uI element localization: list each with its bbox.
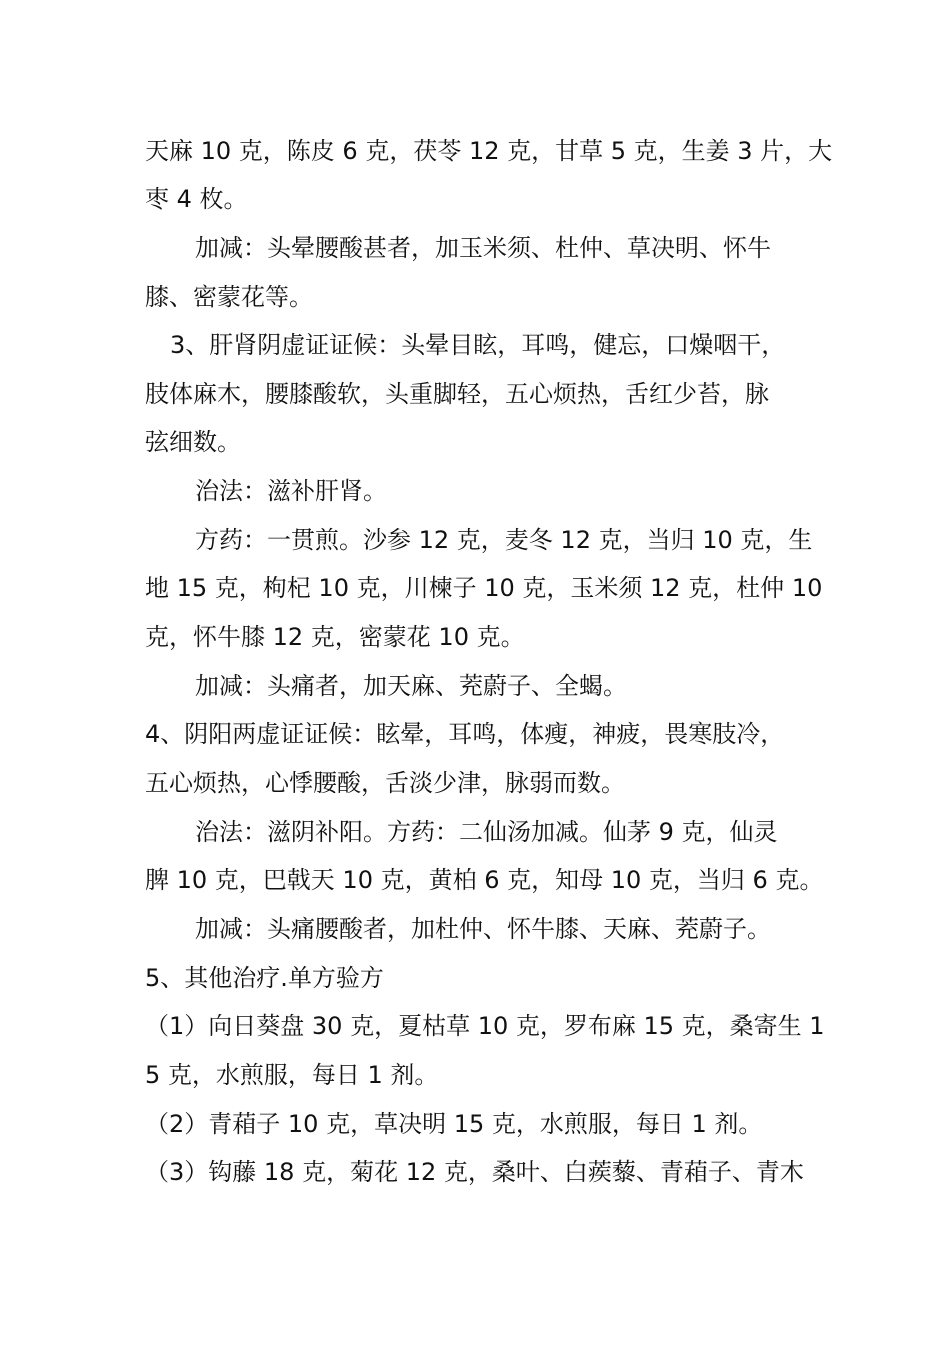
list-item: （1）向日葵盘 30 克，夏枯草 10 克，罗布麻 15 克，桑寄生 1 — [145, 1012, 825, 1040]
text-line: 脾 10 克，巴戟天 10 克，黄柏 6 克，知母 10 克，当归 6 克。 — [145, 866, 824, 894]
text-line: 加减：头痛者，加天麻、茺蔚子、全蝎。 — [195, 672, 627, 700]
section-heading-4: 4、阴阳两虚证证候：眩晕，耳鸣，体瘦，神疲，畏寒肢冷， — [145, 720, 785, 748]
text-line: 肢体麻木，腰膝酸软，头重脚轻，五心烦热，舌红少苔，脉 — [145, 380, 769, 408]
section-heading-5: 5、其他治疗.单方验方 — [145, 964, 384, 992]
text-line: 弦细数。 — [145, 428, 241, 456]
section-heading-3: 3、肝肾阴虚证证候：头晕目眩，耳鸣，健忘，口燥咽干， — [170, 331, 786, 359]
list-item: （2）青葙子 10 克，草决明 15 克，水煎服，每日 1 剂。 — [145, 1110, 763, 1138]
text-line: 枣 4 枚。 — [145, 185, 248, 213]
text-line: 天麻 10 克，陈皮 6 克，茯苓 12 克，甘草 5 克，生姜 3 片，大 — [145, 137, 833, 165]
text-line: 治法：滋阴补阳。方药：二仙汤加减。仙茅 9 克，仙灵 — [195, 818, 778, 846]
text-line: 5 克，水煎服，每日 1 剂。 — [145, 1061, 439, 1089]
text-line: 五心烦热，心悸腰酸，舌淡少津，脉弱而数。 — [145, 769, 625, 797]
text-line: 方药：一贯煎。沙参 12 克，麦冬 12 克，当归 10 克，生 — [195, 526, 813, 554]
text-line: 加减：头痛腰酸者，加杜仲、怀牛膝、天麻、茺蔚子。 — [195, 915, 771, 943]
text-line: 加减：头晕腰酸甚者，加玉米须、杜仲、草决明、怀牛 — [195, 234, 771, 262]
text-line: 地 15 克，枸杞 10 克，川楝子 10 克，玉米须 12 克，杜仲 10 — [145, 574, 823, 602]
list-item: （3）钩藤 18 克，菊花 12 克，桑叶、白蒺藜、青葙子、青木 — [145, 1158, 804, 1186]
text-line: 治法：滋补肝肾。 — [195, 477, 387, 505]
text-line: 克，怀牛膝 12 克，密蒙花 10 克。 — [145, 623, 525, 651]
text-line: 膝、密蒙花等。 — [145, 283, 313, 311]
